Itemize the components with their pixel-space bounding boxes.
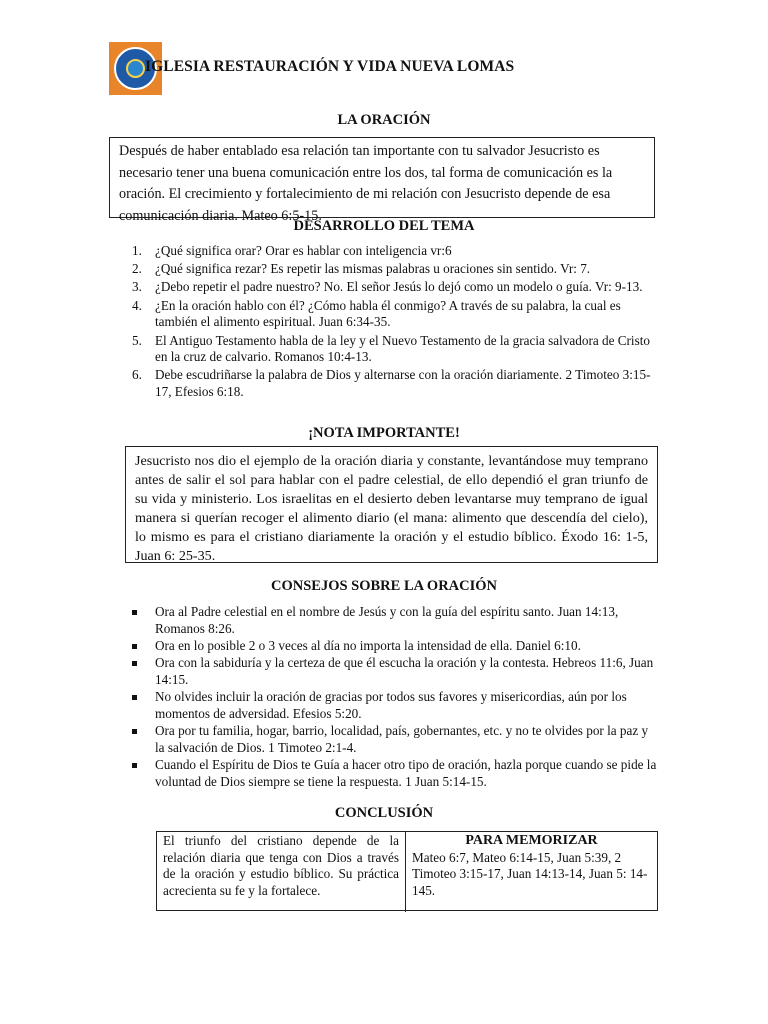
- item-text: Ora con la sabiduría y la certeza de que él escucha la oración y la contesta. Hebreos 11:6, Juan 14:15.: [155, 655, 654, 687]
- bullet-icon: [132, 729, 137, 734]
- list-item: [130, 757, 660, 790]
- list-item: [130, 243, 660, 260]
- list-item: [130, 604, 660, 637]
- item-number: 1.: [132, 243, 142, 258]
- conclusion-heading: CONCLUSIÓN: [334, 805, 434, 821]
- list-item: [130, 689, 660, 722]
- bullet-icon: [132, 695, 137, 700]
- item-text: ¿En la oración hablo con él? ¿Cómo habla él conmigo? A través de su palabra, la cual es también el alimento espiritual. Juan 6:34-35.: [155, 297, 621, 330]
- bullet-icon: [132, 763, 137, 768]
- item-text: Ora al Padre celestial en el nombre de Jesús y con la guía del espíritu santo. Juan 14:13, Romanos 8:26.: [155, 604, 619, 636]
- item-number: 2.: [132, 261, 142, 277]
- item-text: ¿Qué significa orar? Orar es hablar con inteligencia vr:6: [155, 243, 452, 258]
- logo-globe-icon: [126, 59, 145, 78]
- list-item: [130, 298, 660, 331]
- memorize-text: Mateo 6:7, Mateo 6:14-15, Juan 5:39, 2 Timoteo 3:15-17, Juan 14:13-14, Juan 5: 14-145.: [412, 849, 648, 898]
- item-text: Debe escudriñarse la palabra de Dios y alternarse con la oración diariamente. 2 Timoteo 3:15-17, Efesios 6:18.: [155, 367, 651, 400]
- church-name: IGLESIA RESTAURACIÓN Y VIDA NUEVA LOMAS: [145, 58, 515, 75]
- item-text: El Antiguo Testamento habla de la ley y el Nuevo Testamento de la gracia salvadora de Cristo en la cruz de calvario. Romanos 10:4-13.: [155, 332, 650, 365]
- memorize-heading: PARA MEMORIZAR: [465, 833, 598, 848]
- item-number: 3.: [132, 279, 142, 295]
- page-title: LA ORACIÓN: [337, 112, 431, 128]
- item-text: ¿Debo repetir el padre nuestro? No. El señor Jesús lo dejó como un modelo o guía. Vr: 9-13.: [155, 279, 643, 295]
- item-number: 6.: [132, 367, 142, 383]
- note-text: Jesucristo nos dio el ejemplo de la oración diaria y constante, levantándose muy temprano antes de salir el sol para hablar con el padre celestial, de ello dependió el gran triunfo de su vida y ministerio. Los israelitas en el desierto deben levantarse muy temprano de igual manera si querían recoger el alimento diario (el mana: alimento que descendía del cielo), lo mismo es para el cristiano diariamente la oración y el estudio bíblico. Éxodo 16: 1-5, Juan 6: 25-35.: [135, 453, 648, 564]
- advice-list: [130, 604, 660, 791]
- item-text: Ora por tu familia, hogar, barrio, localidad, país, gobernantes, etc. y no te olvides por la paz y la salvación de Dios. 1 Timoteo 2:1-4.: [155, 722, 649, 755]
- list-item: [130, 333, 660, 366]
- list-item: [130, 279, 660, 296]
- note-heading: ¡NOTA IMPORTANTE!: [308, 425, 460, 441]
- intro-box: [109, 137, 655, 224]
- item-text: ¿Qué significa rezar? Es repetir las mismas palabras u oraciones sin sentido. Vr: 7.: [155, 261, 591, 277]
- advice-heading: CONSEJOS SOBRE LA ORACIÓN: [270, 578, 497, 594]
- intro-text: Después de haber entablado esa relación tan importante con tu salvador Jesucristo es necesario tener una buena comunicación entre los dos, tal forma de comunicación es la oración. El crecimiento y fortalecimiento de mi relación con Jesucristo depende de esa comunicación diaria. Mateo 6:5-15.: [119, 143, 613, 224]
- note-box: [125, 446, 658, 563]
- development-list: [130, 243, 660, 402]
- item-text: No olvides incluir la oración de gracias por todos sus favores y misericordias, aún por los momentos de adversidad. Efesios 5:20.: [155, 689, 627, 721]
- bullet-icon: [132, 610, 137, 615]
- development-heading: DESARROLLO DEL TEMA: [293, 218, 475, 234]
- item-number: 5.: [132, 332, 142, 348]
- list-item: [130, 261, 660, 278]
- list-item: [130, 638, 660, 655]
- item-number: 4.: [132, 297, 142, 313]
- memorize-cell: [406, 832, 657, 912]
- item-text: Ora en lo posible 2 o 3 veces al día no importa la intensidad de ella. Daniel 6:10.: [155, 637, 581, 653]
- conclusion-text-cell: [157, 832, 406, 912]
- bullet-icon: [132, 661, 137, 666]
- list-item: [130, 723, 660, 756]
- conclusion-table: [156, 831, 658, 911]
- item-text: Cuando el Espíritu de Dios te Guía a hacer otro tipo de oración, hazla porque cuando se pide la voluntad de Dios siempre se tiene la respuesta. 1 Juan 5:14-15.: [155, 756, 657, 789]
- list-item: [130, 655, 660, 688]
- bullet-icon: [132, 644, 137, 649]
- conclusion-text: El triunfo del cristiano depende de la relación diaria que tenga con Dios a través de la oración y estudio bíblico. Su práctica acrecienta su fe y la fortalece.: [163, 833, 399, 898]
- list-item: [130, 367, 660, 400]
